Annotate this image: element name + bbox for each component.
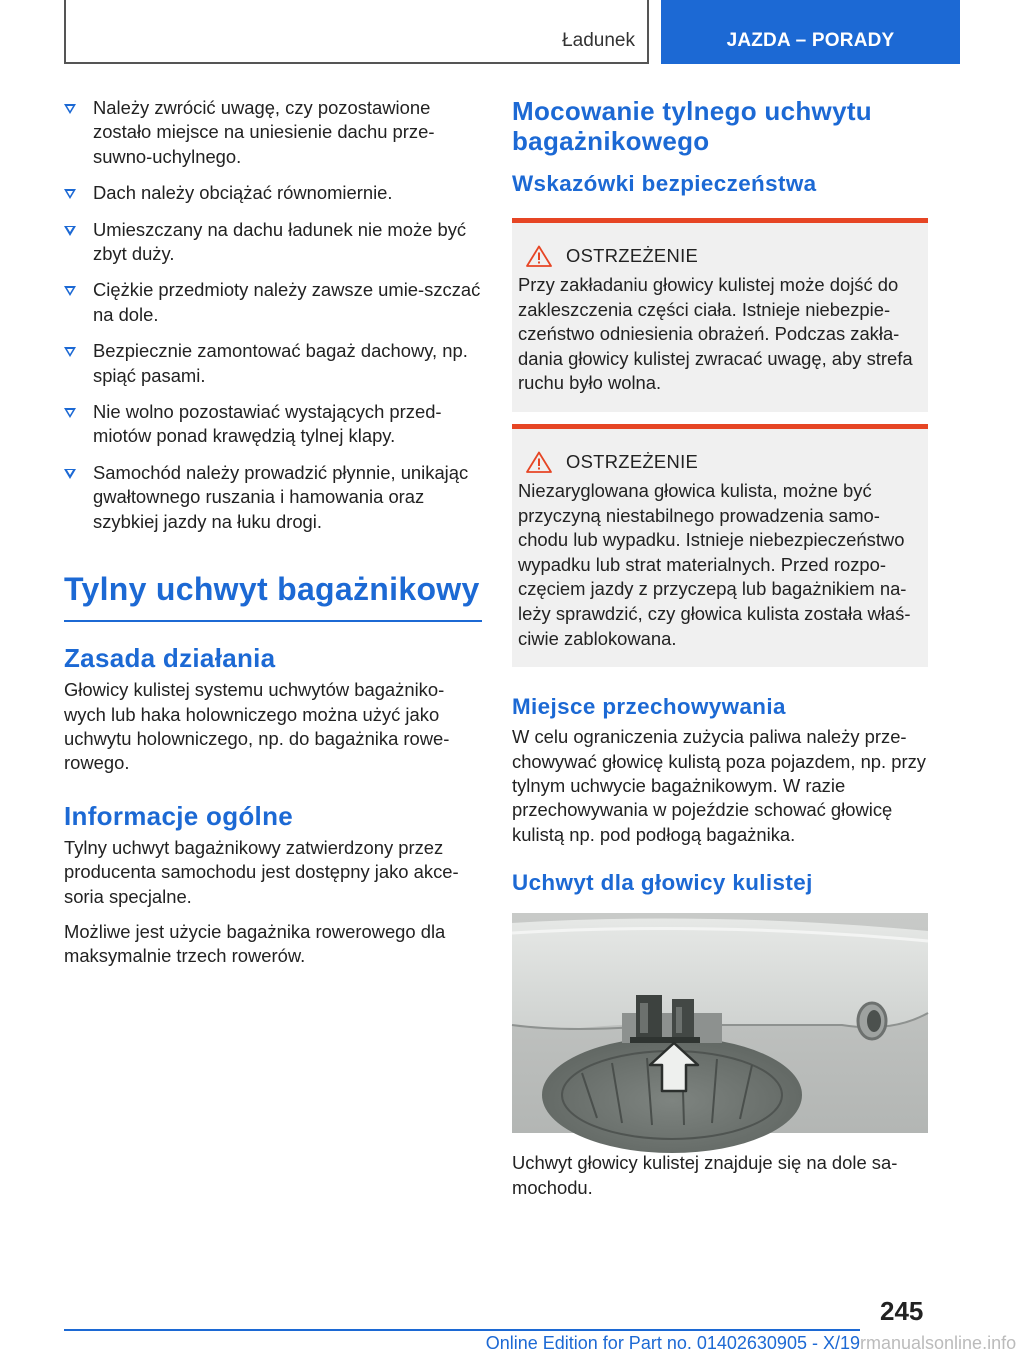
main-heading-block [64, 570, 482, 622]
warning-title [518, 451, 922, 473]
bullet-triangle-icon [64, 347, 76, 357]
holder-caption: Uchwyt głowicy kulistej znajduje się na dole sa‐mochodu. [512, 1152, 898, 1198]
mount-heading: Mocowanie tylnego uchwytu bagażnikowego [512, 96, 872, 156]
left-column [64, 96, 482, 969]
bullet-triangle-icon [64, 286, 76, 296]
heading-divider [64, 620, 482, 622]
list-item: Bezpiecznie zamontować bagaż dachowy, np. spiąć pasami. [64, 339, 482, 388]
bullet-triangle-icon [64, 408, 76, 418]
warning-text: Niezaryglowana głowica kulista, możne być przyczyną niestabilnego prowadzenia samo‐chodu lub wypadku. Istnieje niebezpieczeństwo wypadku lub strat materialnych. Przed rozpo‐częciem jazdy z przyczepą lub bagażnikiem na‐leży sprawdzić, czy głowica kulista została właś‐ciwie zablokowana. [518, 479, 911, 649]
general-text-2: Możliwe jest użycie bagażnika rowerowego dla maksymalnie trzech rowerów. [64, 920, 446, 967]
general-text-1: Tylny uchwyt bagażnikowy zatwierdzony przez producenta samochodu jest dostępny jako akce‐soria specjalne. [64, 836, 459, 907]
principle-heading: Zasada działania [64, 643, 276, 674]
warning-title [518, 245, 922, 267]
page-number: 245 [880, 1296, 924, 1326]
principle-text: Głowicy kulistej systemu uchwytów bagażniko‐wych lub haka holowniczego można użyć jako uchwytu holowniczego, np. do bagażnika rowe‐rowego. [64, 679, 450, 774]
storage-heading: Miejsce przechowywania [512, 694, 786, 720]
chapter-title: JAZDA – PORADY [726, 30, 895, 51]
bullet-triangle-icon [64, 469, 76, 479]
list-item: Należy zwrócić uwagę, czy pozostawione zostało miejsce na uniesienie dachu prze‐suwno-uchylnego. [64, 96, 482, 169]
warning-triangle-icon [526, 245, 552, 267]
right-column [512, 96, 928, 1200]
section-title: Ładunek [562, 30, 635, 51]
footer-divider [64, 1329, 860, 1331]
bullet-triangle-icon [64, 189, 76, 199]
bullet-triangle-icon [64, 104, 76, 114]
warning-label: OSTRZEŻENIE [566, 245, 699, 266]
footer-watermark: rmanualsonline.info [860, 1333, 1016, 1353]
warning-box [512, 218, 928, 412]
main-heading: Tylny uchwyt bagażnikowy [64, 571, 480, 608]
header-section-box [64, 0, 649, 64]
list-item: Ciężkie przedmioty należy zawsze umie‐szczać na dole. [64, 278, 482, 327]
ball-head-holder-illustration [512, 913, 928, 1133]
loading-tips-list [64, 96, 482, 534]
warning-box [512, 424, 928, 667]
general-heading: Informacje ogólne [64, 800, 294, 831]
list-item: Umieszczany na dachu ładunek nie może być zbyt duży. [64, 218, 482, 267]
safety-heading: Wskazówki bezpieczeństwa [512, 171, 817, 196]
warning-label: OSTRZEŻENIE [566, 450, 699, 472]
list-item: Samochód należy prowadzić płynnie, unikając gwałtownego ruszania i hamowania oraz szybkiej jazdy na łuku drogi. [64, 461, 482, 534]
bullet-triangle-icon [64, 226, 76, 236]
storage-text: W celu ograniczenia zużycia paliwa należy prze‐chowywać głowicę kulistą poza pojazdem, np. przy tylnym uchwycie bagażnikowym. W razie przechowywania w pojeździe schować głowicę kulistą np. pod podłogą bagażnika. [512, 726, 926, 845]
warning-text: Przy zakładaniu głowicy kulistej może dojść do zakleszczenia części ciała. Istnieje niebezpie‐czeństwo odniesienia obrażeń. Podczas zakła‐dania głowicy kulistej zwracać uwagę, aby strefa ruchu było wolna. [518, 274, 913, 394]
list-item: Dach należy obciążać równomiernie. [64, 181, 482, 205]
holder-heading: Uchwyt dla głowicy kulistej [512, 870, 813, 896]
header-chapter-tab[interactable] [661, 0, 960, 64]
list-item: Nie wolno pozostawiać wystających przed‐miotów ponad krawędzią tylnej klapy. [64, 400, 482, 449]
footer-edition: Online Edition for Part no. 01402630905 - X/19 [485, 1333, 860, 1353]
warning-triangle-icon [526, 451, 552, 473]
